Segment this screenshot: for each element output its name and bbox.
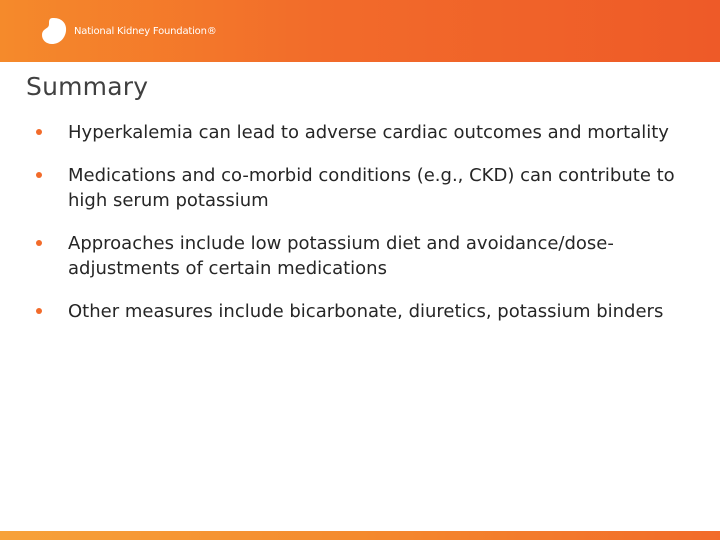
bullet-dot-icon	[36, 129, 42, 135]
bullet-text: Medications and co-morbid conditions (e.g., CKD) can contribute to high serum potassium	[68, 165, 675, 211]
bullet-dot-icon	[36, 172, 42, 178]
footer-bar	[0, 531, 720, 540]
kidney-logo-icon	[40, 16, 68, 46]
bullet-dot-icon	[36, 240, 42, 246]
bullet-item	[36, 120, 676, 145]
logo	[40, 14, 217, 48]
slide-title: Summary	[26, 72, 149, 101]
bullet-text: Hyperkalemia can lead to adverse cardiac outcomes and mortality	[68, 122, 669, 143]
bullet-text: Other measures include bicarbonate, diuretics, potassium binders	[68, 301, 664, 322]
bullet-dot-icon	[36, 308, 42, 314]
bullet-text: Approaches include low potassium diet and avoidance/dose-adjustments of certain medications	[68, 233, 614, 279]
bullet-item	[36, 231, 676, 281]
logo-text: National Kidney Foundation®	[74, 25, 217, 37]
header-bar	[0, 0, 720, 62]
bullet-item	[36, 299, 676, 324]
bullet-item	[36, 163, 676, 213]
bullet-list	[36, 120, 676, 342]
